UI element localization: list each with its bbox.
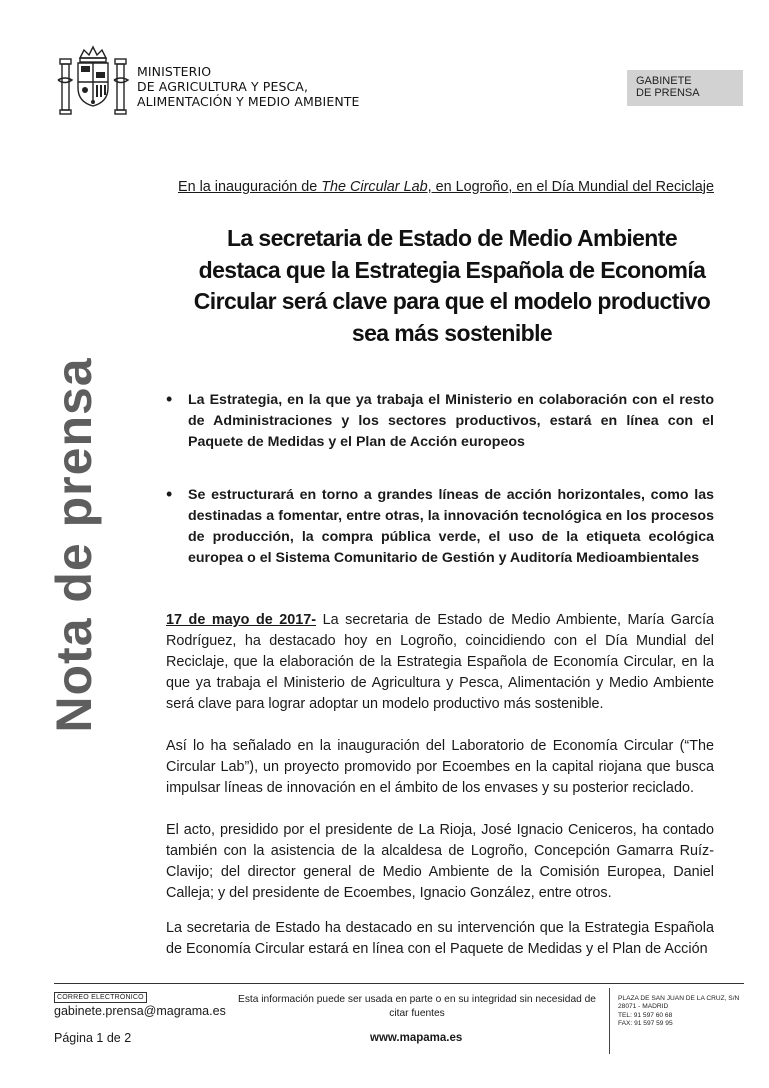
subtitle-after: , en Logroño, en el Día Mundial del Reciclaje bbox=[427, 179, 714, 195]
contact-email-link[interactable]: gabinete.prensa@magrama.es bbox=[54, 1004, 226, 1018]
body-paragraph-text: La secretaria de Estado de Medio Ambiente, María García Rodríguez, ha destacado hoy en Logroño, coincidiendo con el Día Mundial del Reciclaje, que la elaboración de la Estrategia Española de Economía Circular, en la que ya trabaja el Ministerio de Agricultura y Pesca, Alimentación y Medio Ambiente será clave para lograr adoptar un modelo productivo más sostenible. bbox=[166, 612, 714, 712]
address-line: FAX: 91 597 59 95 bbox=[618, 1020, 673, 1028]
website-link[interactable]: www.mapama.es bbox=[370, 1032, 463, 1044]
summary-bullet bbox=[166, 390, 714, 453]
press-office-badge bbox=[627, 70, 743, 106]
address-line: PLAZA DE SAN JUAN DE LA CRUZ, S/N bbox=[618, 995, 740, 1002]
headline-line: Circular será clave para que el modelo productivo bbox=[193, 288, 711, 314]
headline bbox=[166, 223, 738, 349]
headline-line: destaca que la Estrategia Española de Economía bbox=[198, 256, 706, 283]
address-line: TEL: 91 597 60 68 bbox=[618, 1011, 673, 1019]
press-release-side-title: Nota de prensa bbox=[46, 357, 102, 733]
footer-vertical-divider bbox=[609, 988, 610, 1054]
page-number: Página 1 de 2 bbox=[54, 1031, 132, 1045]
summary-bullet bbox=[166, 485, 714, 569]
headline-line: La secretaria de Estado de Medio Ambiente bbox=[226, 225, 678, 251]
press-office-line: DE PRENSA bbox=[636, 87, 700, 99]
email-label: CORREO ELECTRÓNICO bbox=[54, 992, 147, 1003]
summary-bullet-text: Se estructurará en torno a grandes líneas de acción horizontales, como las destinadas a fomentar, entre otras, la innovación tecnológica en los procesos de producción, la compra pública verde, el uso de la etiqueta ecológica europea o el Sistema Comunitario de Gestión y Auditoría Medioambientales bbox=[188, 487, 714, 566]
summary-bullet-text: La Estrategia, en la que ya trabaja el Ministerio en colaboración con el resto de Administraciones y los sectores productivos, estará en línea con el Paquete de Medidas y el Plan de Acción europeos bbox=[188, 392, 714, 450]
ministry-line: MINISTERIO bbox=[137, 64, 212, 79]
subtitle-before: En la inauguración de bbox=[178, 179, 322, 195]
body-paragraph: La secretaria de Estado ha destacado en su intervención que la Estrategia Española de Economía Circular estará en línea con el Paquete de Medidas y el Plan de Acción bbox=[166, 920, 714, 957]
address-line: 28071 - MADRID bbox=[618, 1003, 669, 1011]
footer-divider bbox=[54, 983, 744, 984]
office-address bbox=[618, 995, 739, 1029]
ministry-line: ALIMENTACIÓN Y MEDIO AMBIENTE bbox=[137, 94, 360, 109]
body-paragraph: El acto, presidido por el presidente de La Rioja, José Ignacio Ceniceros, ha contado también con la asistencia de la alcaldesa de Logroño, Concepción Gamarra Ruíz-Clavijo; del director general de Medio Ambiente de la Comisión Europea, Daniel Calleja; y del presidente de Ecoembes, Ignacio González, entre otros. bbox=[166, 822, 714, 901]
body-paragraph bbox=[166, 610, 714, 715]
usage-disclaimer: Esta información puede ser usada en parte o en su integridad sin necesidad de citar fuentes bbox=[238, 994, 596, 1019]
ministry-line: DE AGRICULTURA Y PESCA, bbox=[137, 79, 309, 94]
bullet-dot-icon: • bbox=[166, 389, 173, 409]
coat-of-arms-icon bbox=[56, 44, 130, 122]
subtitle-event-name: The Circular Lab bbox=[321, 179, 428, 195]
press-office-line: GABINETE bbox=[636, 75, 692, 87]
bullet-dot-icon: • bbox=[166, 484, 173, 504]
subtitle bbox=[166, 179, 714, 195]
headline-line: sea más sostenible bbox=[351, 319, 553, 346]
release-date: 17 de mayo de 2017- bbox=[166, 612, 317, 628]
body-paragraph: Así lo ha señalado en la inauguración del Laboratorio de Economía Circular (“The Circular Lab”), un proyecto promovido por Ecoembes en la capital riojana que busca impulsar líneas de innovación en el ámbito de los envases y su posterior reciclado. bbox=[166, 738, 714, 796]
ministry-name bbox=[137, 64, 360, 109]
